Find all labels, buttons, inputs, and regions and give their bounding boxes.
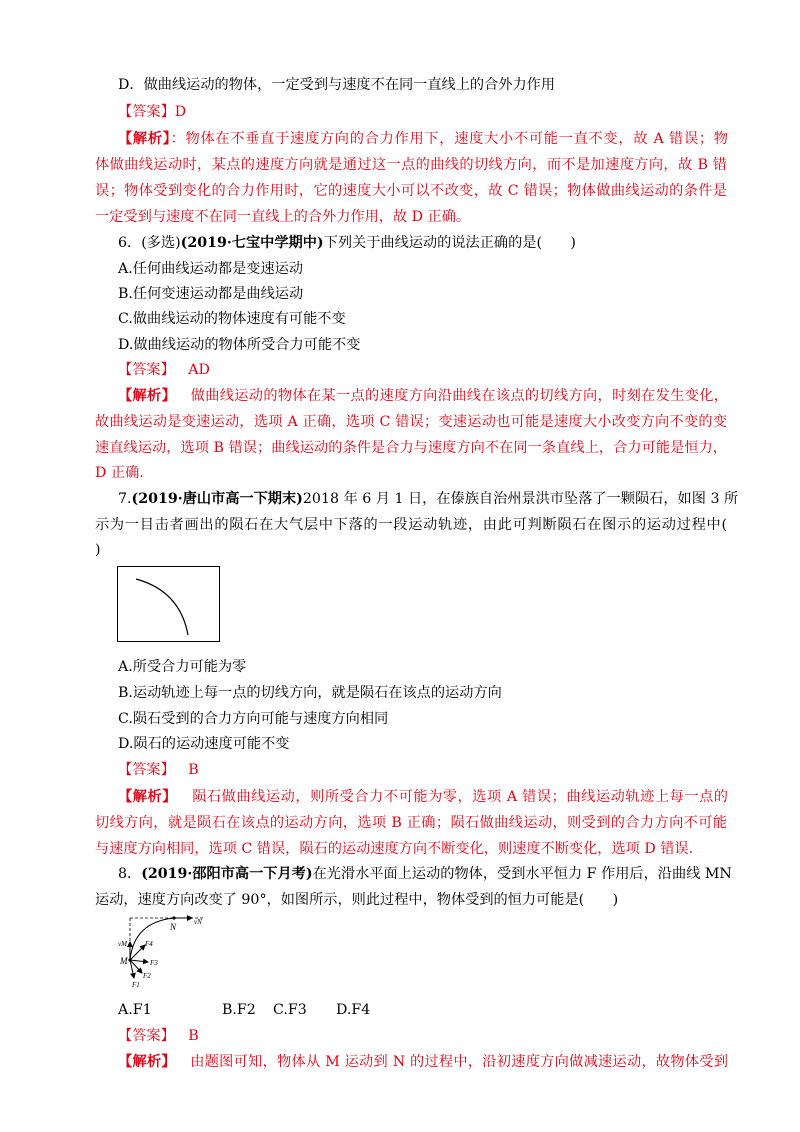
q6-option-c: C.做曲线运动的物体速度有可能不变 bbox=[118, 311, 346, 327]
q8-prefix: 8． bbox=[118, 866, 142, 882]
q7-stem-text: 2018 年 6 月 1 日，在傣族自治州景洪市坠落了一颗陨石，如图 3 所 bbox=[302, 491, 739, 507]
q6-analysis-line-1 bbox=[118, 386, 728, 406]
q8-option-b: B.F2 bbox=[222, 1002, 256, 1018]
q7-analysis-line-2: 切线方向，就是陨石在该点的运动方向，选项 B 正确；陨石做曲线运动，则受到的合力方向不可能 bbox=[95, 815, 727, 831]
label-f3: F3 bbox=[150, 959, 158, 967]
q6-answer bbox=[118, 360, 210, 380]
q7-option-c: C.陨石受到的合力方向可能与速度方向相同 bbox=[118, 711, 389, 727]
label-vm: vM bbox=[118, 940, 127, 948]
answer-value: D bbox=[174, 104, 187, 120]
q6-option-a: A.任何曲线运动都是变速运动 bbox=[118, 261, 304, 277]
q6-source: (2019·七宝中学期中) bbox=[180, 235, 324, 251]
answer-value: B bbox=[188, 762, 199, 778]
q6-option-b: B.任何变速运动都是曲线运动 bbox=[118, 286, 304, 302]
meteor-trajectory-figure bbox=[117, 566, 220, 642]
q6-prefix: 6．(多选) bbox=[118, 235, 181, 251]
q6-analysis-line-4: D 正确. bbox=[95, 465, 144, 481]
analysis-text: 由题图可知，物体从 M 运动到 N 的过程中，沿初速度方向做减速运动，故物体受到 bbox=[190, 1054, 728, 1070]
analysis-tag: 【解析】 bbox=[118, 1054, 176, 1070]
q8-stem-text: 在光滑水平面上运动的物体，受到水平恒力 F 作用后，沿曲线 MN bbox=[312, 866, 732, 882]
prev-analysis-line-4: 一定受到与速度不在同一直线上的合外力作用，故 D 正确。 bbox=[95, 209, 471, 225]
label-f2: F2 bbox=[143, 972, 151, 980]
analysis-tag: 【解析】 bbox=[118, 131, 171, 147]
arrow-f3 bbox=[130, 960, 148, 962]
label-f1: F1 bbox=[132, 981, 140, 989]
q6-stem bbox=[118, 233, 576, 253]
q8-option-c: C.F3 bbox=[273, 1002, 307, 1018]
q6-analysis-line-2: 故曲线运动是变速运动，选项 A 正确，选项 C 错误；变速运动也可能是速度大小改变方向不变的变 bbox=[95, 414, 727, 430]
q7-option-d: D.陨石的运动速度可能不变 bbox=[118, 736, 290, 752]
answer-tag: 【答案】 bbox=[118, 104, 175, 120]
answer-value: B bbox=[188, 1028, 199, 1044]
q6-option-d: D.做曲线运动的物体所受合力可能不变 bbox=[118, 337, 361, 353]
q7-analysis-line-3: 与速度方向相同，选项 C 错误，陨石的运动速度方向不断变化，则速度不断变化，选项 D 错误. bbox=[95, 841, 694, 857]
q6-stem-text: 下列关于曲线运动的说法正确的是( ) bbox=[323, 235, 576, 251]
meteor-trajectory-curve bbox=[118, 567, 219, 641]
q8-analysis-line-1 bbox=[118, 1052, 728, 1072]
label-f4: F4 bbox=[145, 940, 153, 948]
label-m: M bbox=[120, 956, 128, 966]
q8-stem-line-2: 运动，速度方向改变了 90°，如图所示，则此过程中，物体受到的恒力可能是( ) bbox=[95, 892, 619, 908]
q7-stem-line-1 bbox=[118, 489, 739, 509]
analysis-tag: 【解析】 bbox=[118, 388, 177, 404]
answer-tag: 【答案】 bbox=[118, 1028, 175, 1044]
answer-tag: 【答案】 bbox=[118, 762, 175, 778]
analysis-text: 做曲线运动的物体在某一点的速度方向沿曲线在该点的切线方向，时刻在发生变化， bbox=[190, 388, 728, 404]
q6-analysis-line-3: 速直线运动，选项 B 错误；曲线运动的条件是合力与速度方向不在同一条直线上，合力可能是恒力， bbox=[95, 440, 727, 456]
q7-answer bbox=[118, 760, 199, 780]
analysis-text: 陨石做曲线运动，则所受合力不可能为零，选项 A 错误；曲线运动轨迹上每一点的 bbox=[192, 789, 728, 805]
prev-analysis-line-1 bbox=[118, 129, 728, 149]
q8-option-d: D.F4 bbox=[336, 1002, 371, 1018]
force-diagram bbox=[112, 910, 222, 990]
label-vn: vN bbox=[194, 918, 202, 926]
analysis-text: ：物体在不垂直于速度方向的合力作用下，速度大小不可能一直不变，故 A 错误；物 bbox=[170, 131, 728, 147]
q8-stem-line-1 bbox=[118, 864, 732, 884]
q7-source: (2019·唐山市高一下期末) bbox=[131, 491, 303, 507]
q8-source: (2019·邵阳市高一下月考) bbox=[141, 866, 313, 882]
answer-value: AD bbox=[188, 362, 210, 378]
q7-option-a: A.所受合力可能为零 bbox=[118, 659, 247, 675]
q8-answer bbox=[118, 1026, 199, 1046]
label-n: N bbox=[170, 922, 177, 932]
q7-analysis-line-1 bbox=[118, 787, 728, 807]
q7-option-b: B.运动轨迹上每一点的切线方向，就是陨石在该点的运动方向 bbox=[118, 685, 502, 701]
prev-answer bbox=[118, 102, 186, 122]
q7-stem-line-3: ) bbox=[95, 542, 101, 558]
answer-tag: 【答案】 bbox=[118, 362, 175, 378]
q8-option-a: A.F1 bbox=[118, 1002, 152, 1018]
q7-stem-line-2: 示为一目击者画出的陨石在大气层中下落的一段运动轨迹，由此可判断陨石在图示的运动过程中( bbox=[95, 517, 727, 533]
q7-prefix: 7. bbox=[118, 491, 132, 507]
prev-option-d: D．做曲线运动的物体，一定受到与速度不在同一直线上的合外力作用 bbox=[118, 77, 556, 93]
prev-analysis-line-2: 体做曲线运动时，某点的速度方向就是通过这一点的曲线的切线方向，而不是加速度方向，故 B 错 bbox=[95, 157, 727, 173]
prev-analysis-line-3: 误；物体受到变化的合力作用时，它的速度大小可以不改变，故 C 错误；物体做曲线运动的条件是 bbox=[95, 183, 727, 199]
analysis-tag: 【解析】 bbox=[118, 789, 177, 805]
